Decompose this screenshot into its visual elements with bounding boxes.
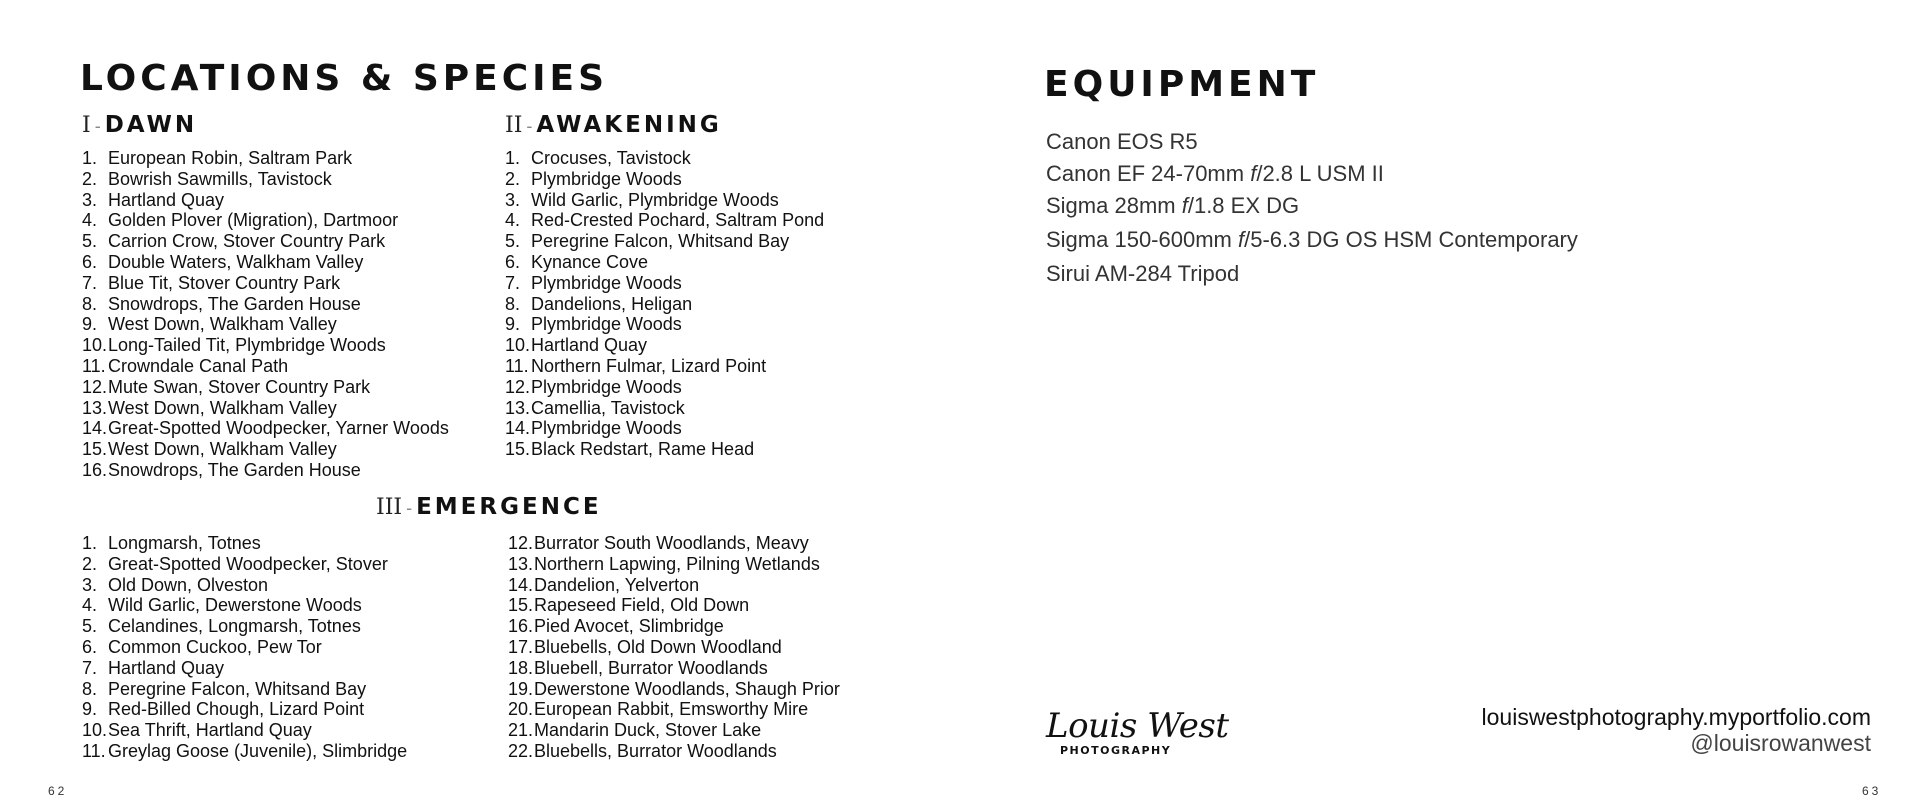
section-awakening-heading — [505, 112, 722, 138]
emergence-list-left — [82, 533, 407, 762]
list-item: 16.Pied Avocet, Slimbridge — [508, 616, 724, 637]
list-item: 10.Long-Tailed Tit, Plymbridge Woods — [82, 335, 386, 356]
list-item: 8. Dandelions, Heligan — [505, 293, 693, 314]
page-number-right: 63 — [1862, 784, 1882, 798]
locations-species-heading: LOCATIONS & SPECIES — [80, 58, 609, 99]
list-item: 17.Bluebells, Old Down Woodland — [508, 636, 782, 657]
section-dash: - — [94, 116, 101, 136]
equipment-item: Canon EF 24-70mm f/2.8 L USM II — [1046, 161, 1384, 186]
list-item: 2. Great-Spotted Woodpecker, Stover — [82, 553, 388, 574]
section-title: AWAKENING — [536, 112, 722, 138]
list-item: 11. Crowndale Canal Path — [82, 355, 289, 376]
list-item: 16.Snowdrops, The Garden House — [82, 459, 361, 480]
list-item: 9. Plymbridge Woods — [505, 314, 682, 335]
list-item: 9. West Down, Walkham Valley — [82, 314, 337, 335]
list-item: 15.Black Redstart, Rame Head — [505, 439, 755, 460]
list-item: 3. Hartland Quay — [82, 189, 225, 210]
list-item: 5. Celandines, Longmarsh, Totnes — [82, 616, 361, 637]
website-link[interactable]: louiswestphotography.myportfolio.com — [1481, 704, 1871, 730]
list-item: 3. Old Down, Olveston — [82, 574, 269, 595]
list-item: 10.Hartland Quay — [505, 335, 648, 356]
section-title: DAWN — [104, 112, 198, 138]
logo — [1046, 706, 1228, 757]
list-item: 3. Wild Garlic, Plymbridge Woods — [505, 189, 779, 210]
list-item: 9. Red-Billed Chough, Lizard Point — [82, 699, 365, 720]
list-item: 5. Carrion Crow, Stover Country Park — [82, 231, 386, 252]
equipment-item: Canon EOS R5 — [1046, 129, 1198, 154]
list-item: 7. Plymbridge Woods — [505, 272, 682, 293]
list-item: 2. Plymbridge Woods — [505, 168, 682, 189]
list-item: 19.Dewerstone Woodlands, Shaugh Prior — [508, 678, 840, 699]
list-item: 10.Sea Thrift, Hartland Quay — [82, 720, 312, 741]
section-dash: - — [526, 116, 533, 136]
list-item: 11. Greylag Goose (Juvenile), Slimbridge — [82, 740, 408, 761]
list-item: 4. Wild Garlic, Dewerstone Woods — [82, 595, 362, 616]
list-item: 13.Camellia, Tavistock — [505, 397, 685, 418]
list-item: 20.European Rabbit, Emsworthy Mire — [508, 699, 809, 720]
list-item: 12.Mute Swan, Stover Country Park — [82, 376, 371, 397]
list-item: 6. Double Waters, Walkham Valley — [82, 251, 364, 272]
list-item: 14.Great-Spotted Woodpecker, Yarner Woods — [82, 418, 449, 439]
list-item: 6. Common Cuckoo, Pew Tor — [82, 636, 322, 657]
list-item: 13.West Down, Walkham Valley — [82, 397, 337, 418]
section-numeral: II — [505, 113, 523, 138]
list-item: 6. Kynance Cove — [505, 251, 649, 272]
list-item: 4. Golden Plover (Migration), Dartmoor — [82, 210, 399, 231]
list-item: 14.Dandelion, Yelverton — [508, 574, 700, 595]
list-item: 21.Mandarin Duck, Stover Lake — [508, 720, 762, 741]
list-item: 15.Rapeseed Field, Old Down — [508, 595, 750, 616]
page-number-left: 62 — [48, 784, 68, 798]
list-item: 1. Longmarsh, Totnes — [82, 533, 261, 553]
section-numeral: I — [82, 113, 91, 138]
list-item: 4. Red-Crested Pochard, Saltram Pond — [505, 210, 825, 231]
section-numeral: III — [376, 495, 403, 520]
awakening-list — [505, 148, 824, 460]
logo-name: Louis West — [1046, 706, 1229, 746]
list-item: 11. Northern Fulmar, Lizard Point — [505, 355, 767, 376]
list-item: 14.Plymbridge Woods — [505, 418, 682, 439]
list-item: 2. Bowrish Sawmills, Tavistock — [82, 168, 332, 189]
logo-subtitle: PHOTOGRAPHY — [1060, 744, 1172, 757]
section-emergence-heading — [376, 494, 602, 520]
equipment-list — [1046, 126, 1578, 288]
list-item: 1. European Robin, Saltram Park — [82, 148, 353, 168]
equipment-item: Sirui AM-284 Tripod — [1046, 261, 1240, 286]
emergence-list-right — [508, 533, 840, 762]
list-item: 1. Crocuses, Tavistock — [505, 148, 691, 168]
list-item: 12.Burrator South Woodlands, Meavy — [508, 533, 809, 553]
list-item: 7. Blue Tit, Stover Country Park — [82, 272, 341, 293]
list-item: 8. Snowdrops, The Garden House — [82, 293, 361, 314]
social-handle[interactable]: @louisrowanwest — [1690, 730, 1871, 756]
list-item: 15.West Down, Walkham Valley — [82, 439, 337, 460]
list-item: 22.Bluebells, Burrator Woodlands — [508, 740, 777, 761]
list-item: 8. Peregrine Falcon, Whitsand Bay — [82, 678, 367, 699]
list-item: 5. Peregrine Falcon, Whitsand Bay — [505, 231, 790, 252]
equipment-heading: EQUIPMENT — [1044, 64, 1320, 105]
dawn-list — [82, 148, 449, 481]
list-item: 12.Plymbridge Woods — [505, 376, 682, 397]
section-dash: - — [406, 498, 413, 518]
equipment-item: Sigma 28mm f/1.8 EX DG — [1046, 193, 1300, 218]
list-item: 13.Northern Lapwing, Pilning Wetlands — [508, 553, 820, 574]
equipment-item: Sigma 150-600mm f/5-6.3 DG OS HSM Contemporary — [1046, 227, 1578, 252]
section-title: EMERGENCE — [416, 494, 602, 520]
list-item: 18.Bluebell, Burrator Woodlands — [508, 657, 768, 678]
section-dawn-heading — [82, 112, 197, 138]
list-item: 7. Hartland Quay — [82, 657, 225, 678]
